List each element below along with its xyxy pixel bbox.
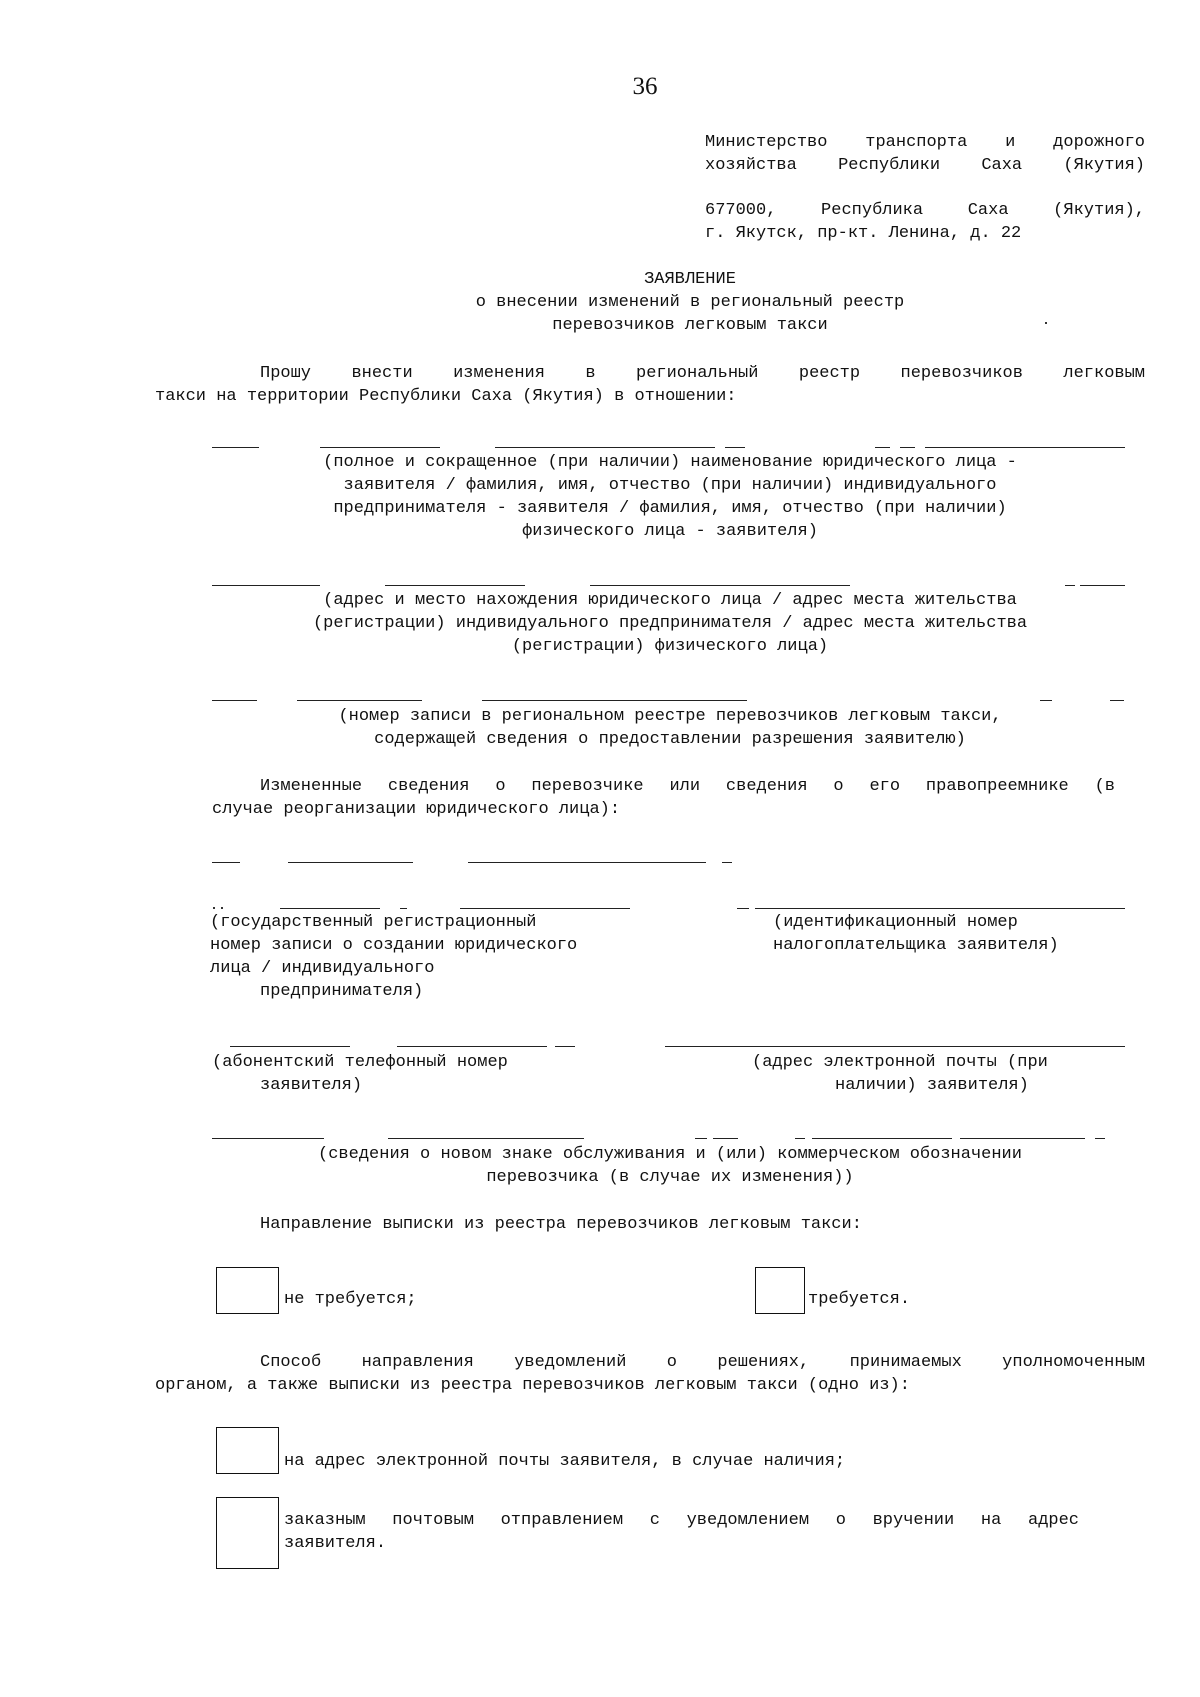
record-number-caption-line1: (номер записи в региональном реестре перевозчиков легковым такси, [338, 707, 1002, 726]
document-subtitle-line1: о внесении изменений в региональный реестр [475, 293, 905, 312]
address-caption-line3: (регистрации) физического лица) [511, 637, 829, 656]
ogrn-caption-line3: лица / индивидуального [210, 959, 435, 978]
applicant-name-caption-line1: (полное и сокращенное (при наличии) наименование юридического лица - [323, 453, 1017, 472]
applicant-name-caption-line4: физического лица - заявителя) [522, 522, 818, 541]
record-number-caption-line2: содержащей сведения о предоставлении разрешения заявителю) [374, 730, 966, 749]
delivery-post-label-line1: заказным почтовым отправлением с уведомлением о вручении на адрес [284, 1511, 1079, 1530]
phone-caption-line1: (абонентский телефонный номер [212, 1053, 508, 1072]
extract-not-required-label: не требуется; [284, 1290, 417, 1309]
ogrn-caption-line4: предпринимателя) [260, 982, 424, 1001]
recipient-address-line2: г. Якутск, пр-кт. Ленина, д. 22 [705, 224, 1022, 243]
page-number: 36 [632, 73, 658, 100]
intro-line2: такси на территории Республики Саха (Якутия) в отношении: [155, 387, 737, 406]
inn-caption-line1: (идентификационный номер [773, 913, 1018, 932]
ogrn-caption-line1: (государственный регистрационный [210, 913, 537, 932]
service-mark-caption-line2: перевозчика (в случае их изменения)) [486, 1168, 854, 1187]
delivery-post-checkbox[interactable] [216, 1497, 279, 1569]
changed-info-line2: случае реорганизации юридического лица): [212, 800, 621, 819]
address-caption-line2: (регистрации) индивидуального предпринимателя / адрес места жительства [312, 614, 1028, 633]
ogrn-caption-line2: номер записи о создании юридического [210, 936, 578, 955]
intro-line1: Прошу внести изменения в региональный реестр перевозчиков легковым [260, 364, 1145, 383]
applicant-name-caption-line2: заявителя / фамилия, имя, отчество (при наличии) индивидуального [343, 476, 997, 495]
address-caption-line1: (адрес и место нахождения юридического лица / адрес места жительства [323, 591, 1017, 610]
delivery-line2: органом, а также выписки из реестра перевозчиков легковым такси (одно из): [155, 1376, 910, 1395]
extract-label: Направление выписки из реестра перевозчиков легковым такси: [260, 1215, 862, 1234]
document-title: ЗАЯВЛЕНИЕ [644, 270, 736, 289]
recipient-address-line1: 677000, Республика Саха (Якутия), [705, 201, 1145, 220]
extract-required-label: требуется. [808, 1290, 911, 1309]
service-mark-caption-line1: (сведения о новом знаке обслуживания и (или) коммерческом обозначении [318, 1145, 1022, 1164]
phone-caption-line2: заявителя) [260, 1076, 363, 1095]
delivery-email-label: на адрес электронной почты заявителя, в случае наличия; [284, 1452, 846, 1471]
delivery-post-label-line2: заявителя. [284, 1534, 387, 1553]
inn-caption-line2: налогоплательщика заявителя) [773, 936, 1059, 955]
extract-not-required-checkbox[interactable] [216, 1267, 279, 1314]
email-caption-line2: наличии) заявителя) [835, 1076, 1029, 1095]
delivery-line1: Способ направления уведомлений о решениях, принимаемых уполномоченным [260, 1353, 1145, 1372]
recipient-ministry-line1: Министерство транспорта и дорожного [705, 133, 1145, 152]
document-subtitle-line2: перевозчиков легковым такси [552, 316, 828, 335]
extract-required-checkbox[interactable] [755, 1267, 805, 1314]
email-caption-line1: (адрес электронной почты (при [752, 1053, 1048, 1072]
recipient-ministry-line2: хозяйства Республики Саха (Якутия) [705, 156, 1145, 175]
scan-dot [1045, 322, 1047, 324]
delivery-email-checkbox[interactable] [216, 1427, 279, 1474]
applicant-name-caption-line3: предпринимателя - заявителя / фамилия, имя, отчество (при наличии) [333, 499, 1007, 518]
changed-info-line1: Измененные сведения о перевозчике или сведения о его правопреемнике (в [260, 777, 1115, 796]
